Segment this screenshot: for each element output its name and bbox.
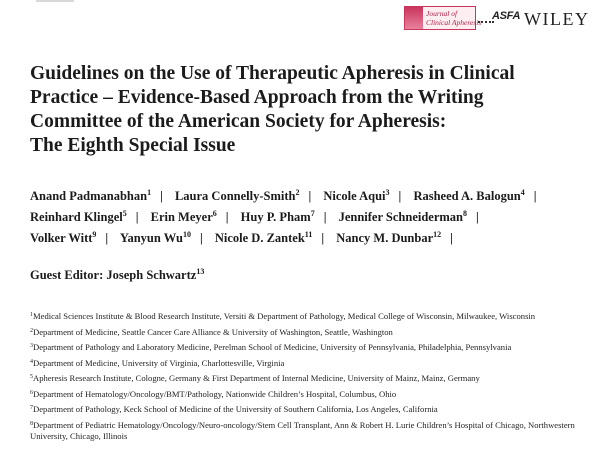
title-line: The Eighth Special Issue xyxy=(30,135,236,156)
author-separator: | xyxy=(225,210,229,224)
affiliation-item: $^5$Apheresis Research Institute, Cologne, Germany & First Department of Internal Medicine, University of Mainz, Mainz, Germany xyxy=(30,373,480,383)
journal-logo-stripe xyxy=(405,7,423,29)
author-separator: | xyxy=(476,210,479,224)
guest-editor xyxy=(30,268,204,283)
author-line xyxy=(30,186,590,207)
author-name[interactable]: Erin Meyer$^6$ xyxy=(150,209,217,224)
author-line xyxy=(30,207,590,228)
journal-logo-text: Journal of Clinical Apheresis xyxy=(426,9,482,27)
affiliation-item: $^3$Department of Pathology and Laboratory Medicine, Perelman School of Medicine, University of Pennsylvania, Philadelphia, Pennsylvania xyxy=(30,342,512,352)
guest-editor-sup: 13 xyxy=(196,267,205,276)
journal-logo[interactable] xyxy=(404,6,482,30)
author-name[interactable]: Nancy M. Dunbar$^{12}$ xyxy=(336,230,442,245)
author-separator: | xyxy=(105,231,109,245)
affiliation-item: $^8$Department of Pediatric Hematology/Oncology/Neuro-oncology/Stem Cell Transplant, Ann & Robert H. Lurie Children’s Hospital of Chicago, Northwestern University, Chicago, Illinois xyxy=(30,419,575,441)
affiliation-item: $^1$Medical Sciences Institute & Blood Research Institute, Versiti & Department of Pathology, Medical College of Wisconsin, Milwaukee, Wisconsin xyxy=(30,311,536,321)
author-name[interactable]: Nicole Aqui$^3$ xyxy=(323,188,390,203)
affiliation-item: $^2$Department of Medicine, Seattle Cancer Care Alliance & University of Washington, Seattle, Washington xyxy=(30,326,393,337)
header-bar xyxy=(0,0,600,40)
cropped-top-text xyxy=(36,0,74,2)
article-title xyxy=(30,62,550,158)
author-separator: | xyxy=(308,189,312,203)
author-separator: | xyxy=(323,210,327,224)
asfa-logo[interactable] xyxy=(478,10,521,28)
publisher-logo[interactable]: WILEY xyxy=(524,9,590,29)
author-name[interactable]: Reinhard Klingel$^5$ xyxy=(30,209,127,224)
title-line: Guidelines on the Use of Therapeutic Apheresis in Clinical xyxy=(30,63,515,84)
affiliation-item: $^6$Department of Hematology/Oncology/BMT/Pathology, Nationwide Children’s Hospital, Columbus, Ohio xyxy=(30,388,397,399)
author-name[interactable]: Huy P. Pham$^7$ xyxy=(240,209,315,224)
author-line xyxy=(30,228,590,249)
author-name[interactable]: Rasheed A. Balogun$^4$ xyxy=(413,188,525,203)
author-separator: | xyxy=(160,189,163,203)
asfa-logo-text: ASFA xyxy=(492,10,521,22)
author-separator: | xyxy=(321,231,325,245)
author-list xyxy=(30,186,590,249)
author-separator: | xyxy=(199,231,203,245)
affiliation-item: $^7$Department of Pathology, Keck School of Medicine of the University of Southern California, Los Angeles, California xyxy=(30,404,438,414)
guest-editor-label: Guest Editor: Joseph Schwartz xyxy=(30,268,197,282)
title-line: Committee of the American Society for Apheresis: xyxy=(30,111,447,132)
author-name[interactable]: Nicole D. Zantek$^{11}$ xyxy=(214,230,313,245)
author-name[interactable]: Laura Connelly-Smith$^2$ xyxy=(174,188,300,203)
author-name[interactable]: Jennifer Schneiderman$^8$ xyxy=(338,209,467,224)
author-separator: | xyxy=(398,189,402,203)
author-separator: | xyxy=(533,189,537,203)
author-name[interactable]: Volker Witt$^9$ xyxy=(30,230,97,245)
author-separator: | xyxy=(135,210,139,224)
author-name[interactable]: Yanyun Wu$^{10}$ xyxy=(119,230,191,245)
affiliation-item: $^4$Department of Medicine, University of Virginia, Charlottesville, Virginia xyxy=(30,357,285,368)
affiliation-list xyxy=(30,309,595,442)
author-separator: | xyxy=(450,231,453,245)
title-line: Practice – Evidence-Based Approach from the Writing xyxy=(30,87,484,108)
author-name[interactable]: Anand Padmanabhan$^1$ xyxy=(30,188,152,203)
